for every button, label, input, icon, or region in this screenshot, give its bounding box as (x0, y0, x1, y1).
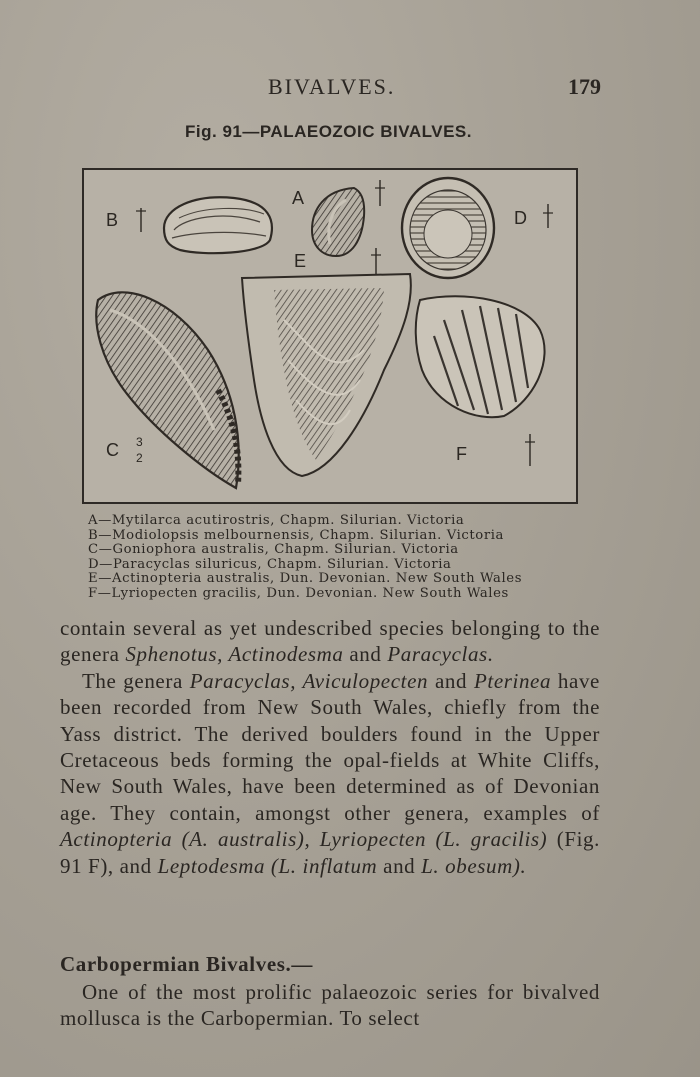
specimen-a-shell (312, 188, 364, 256)
fossil-plate-illustration (82, 168, 578, 504)
label-c: C (106, 440, 119, 460)
paragraph-1: contain several as yet undescribed species belonging to the genera Sphenotus, Actinodesma and Paracyclas. (60, 616, 600, 667)
caption-line-e: E—Actinopteria australis, Dun. Devonian. New South Wales (88, 571, 523, 587)
label-f: F (456, 444, 467, 464)
figure-caption (88, 514, 588, 602)
body-text (60, 615, 600, 879)
page-number: 179 (568, 74, 601, 99)
caption-line-f: F—Lyriopecten gracilis, Dun. Devonian. New South Wales (88, 585, 509, 601)
specimen-e-shell (242, 274, 411, 476)
label-d: D (514, 208, 527, 228)
running-title: BIVALVES. (268, 74, 396, 99)
paragraph-2: The genera Paracyclas, Aviculopecten and Pterinea have been recorded from New South Wales, chiefly from the Yass district. The derived boulders found in the Upper Cretaceous beds forming the opal-fields at White Cliffs, New South Wales, have been determined as of Devonian age. They contain, amongst other genera, examples of Actinopteria (A. australis), Lyriopecten (L. gracilis) (Fig. 91 F), and Leptodesma (L. inflatum and L. obesum). (60, 668, 600, 878)
specimen-f-shell (416, 296, 545, 417)
label-e: E (294, 251, 307, 271)
label-b: B (106, 210, 119, 230)
caption-line-c: C—Goniophora australis, Chapm. Silurian. Victoria (88, 542, 459, 558)
svg-text:2: 2 (136, 451, 143, 465)
caption-line-d: D—Paracyclas siluricus, Chapm. Silurian. Victoria (88, 556, 452, 572)
figure-title: Fig. 91—PALAEOZOIC BIVALVES. (185, 122, 472, 141)
body-text-continued (60, 979, 600, 1032)
specimen-b-shell (164, 197, 272, 253)
svg-text:3: 3 (136, 435, 143, 449)
section-heading: Carbopermian Bivalves.— (60, 952, 313, 976)
caption-line-a: A—Mytilarca acutirostris, Chapm. Silurian. Victoria (88, 513, 465, 528)
label-a: A (292, 188, 305, 208)
specimen-d-shell (402, 178, 494, 278)
paragraph-3: One of the most prolific palaeozoic series for bivalved mollusca is the Carbopermian. To select (60, 980, 600, 1031)
caption-line-b: B—Modiolopsis melbournensis, Chapm. Silurian. Victoria (88, 527, 505, 543)
